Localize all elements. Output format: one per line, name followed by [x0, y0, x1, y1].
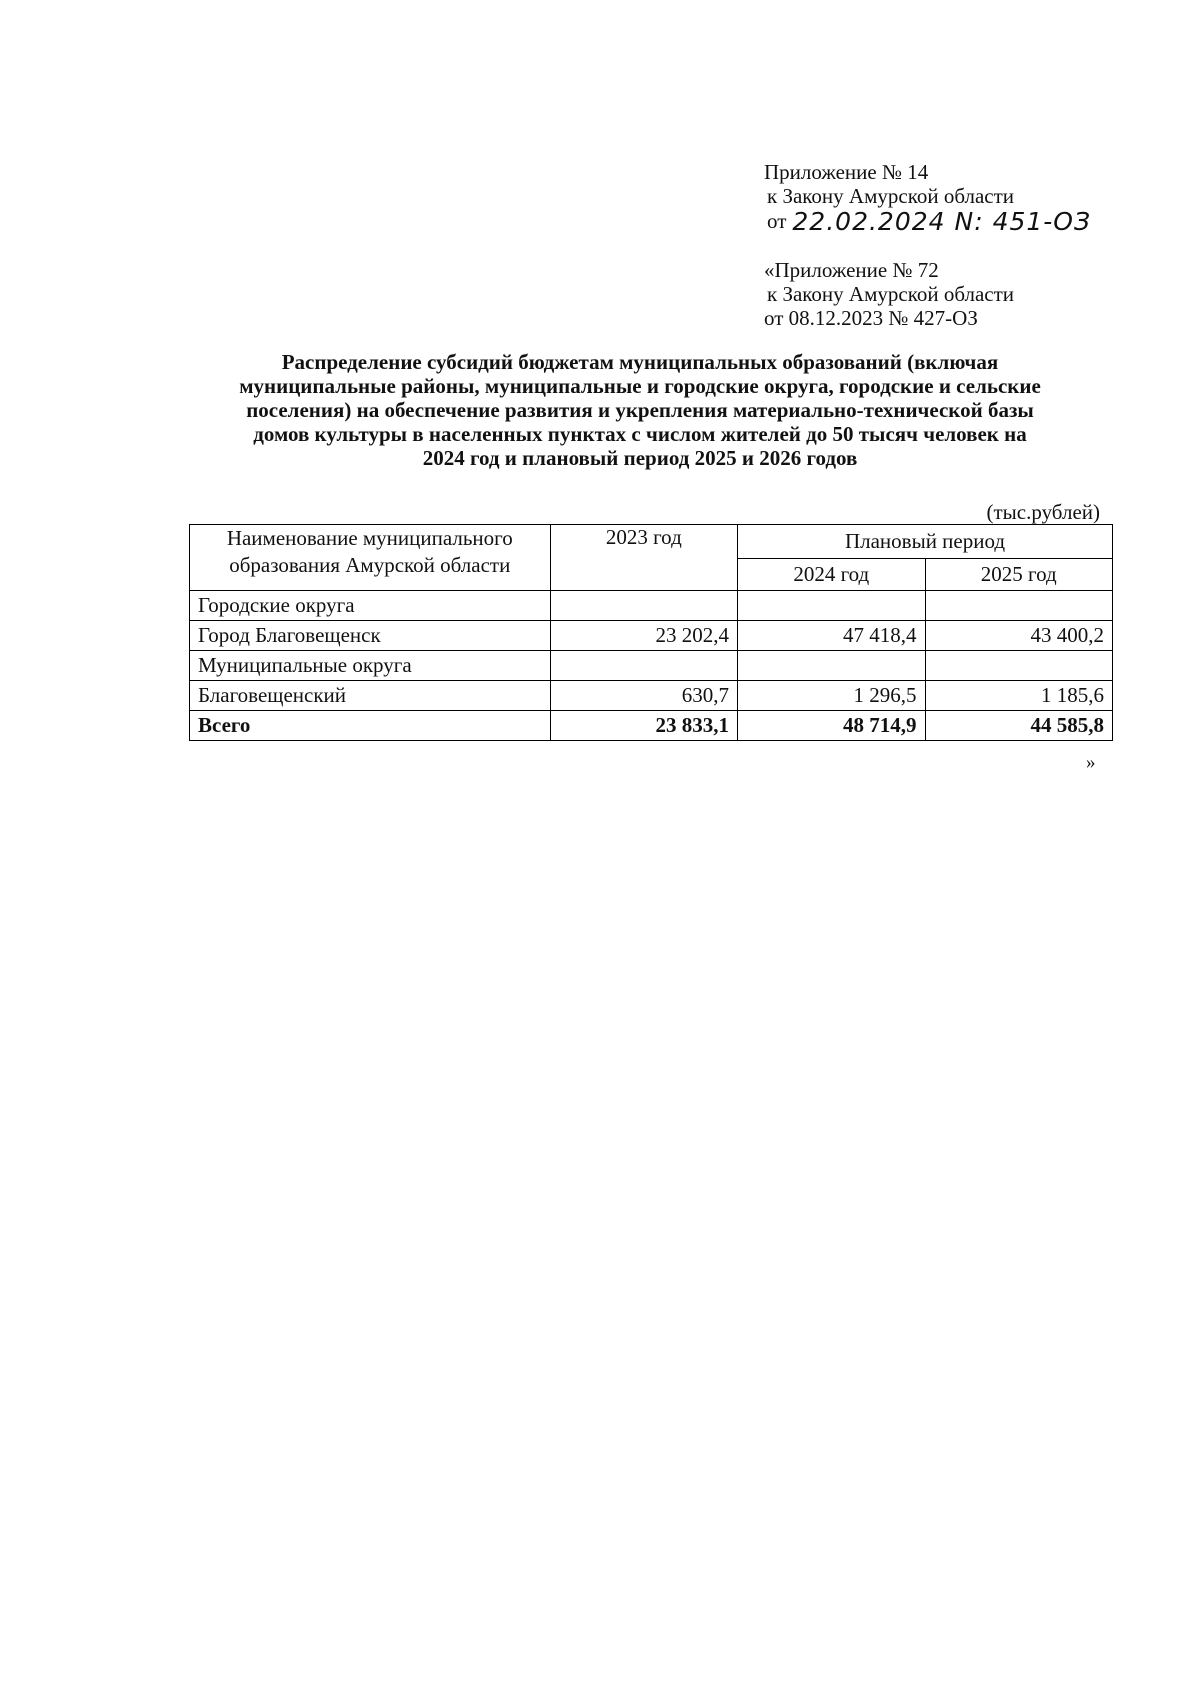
value-cell	[550, 651, 737, 681]
title-line: Распределение субсидий бюджетам муниципальных образований (включая	[281, 350, 999, 374]
appendix-date	[764, 207, 1092, 236]
header-name	[190, 525, 551, 591]
header-planned-period: Плановый период	[738, 525, 1113, 559]
value-cell	[925, 651, 1112, 681]
total-value: 23 833,1	[550, 711, 737, 741]
header-year-2023: 2023 год	[550, 525, 737, 591]
municipality-name: Благовещенский	[190, 681, 551, 711]
value-cell: 1 185,6	[925, 681, 1112, 711]
table-row	[190, 591, 1113, 621]
appendix-law: к Закону Амурской области	[767, 184, 1015, 208]
total-row	[190, 711, 1113, 741]
municipality-name: Город Благовещенск	[190, 621, 551, 651]
document-title	[175, 350, 1105, 470]
value-cell	[738, 591, 925, 621]
subsidy-table	[189, 524, 1113, 741]
section-name: Муниципальные округа	[190, 651, 551, 681]
prev-appendix-number: «Приложение № 72	[764, 258, 939, 282]
appendix-date-prefix: от	[767, 209, 787, 233]
appendix-block	[764, 160, 1092, 236]
value-cell: 43 400,2	[925, 621, 1112, 651]
prev-appendix-law: к Закону Амурской области	[767, 282, 1015, 306]
closing-quote: »	[1086, 752, 1096, 773]
title-line: муниципальные районы, муниципальные и городские округа, городские и сельские	[239, 374, 1041, 398]
table-row	[190, 651, 1113, 681]
previous-appendix-block	[764, 258, 1014, 330]
title-line: поселения) на обеспечение развития и укрепления материально-технической базы	[246, 398, 1034, 422]
table-row	[190, 621, 1113, 651]
value-cell	[550, 591, 737, 621]
table-header-row	[190, 525, 1113, 559]
title-line: домов культуры в населенных пунктах с числом жителей до 50 тысяч человек на	[253, 422, 1027, 446]
value-cell: 47 418,4	[738, 621, 925, 651]
value-cell	[738, 651, 925, 681]
section-name: Городские округа	[190, 591, 551, 621]
value-cell: 23 202,4	[550, 621, 737, 651]
header-name-line: образования Амурской области	[229, 553, 511, 577]
prev-appendix-date: от 08.12.2023 № 427-ОЗ	[764, 306, 978, 330]
handwritten-date: 22.02.2024 N: 451-ОЗ	[792, 207, 1092, 236]
total-value: 44 585,8	[925, 711, 1112, 741]
appendix-number: Приложение № 14	[764, 160, 929, 184]
header-year-2025: 2025 год	[925, 559, 1112, 591]
header-name-line: Наименование муниципального	[226, 526, 513, 550]
value-cell	[925, 591, 1112, 621]
units-label: (тыс.рублей)	[986, 500, 1100, 524]
value-cell: 1 296,5	[738, 681, 925, 711]
total-label: Всего	[190, 711, 551, 741]
title-line: 2024 год и плановый период 2025 и 2026 годов	[422, 446, 858, 470]
total-value: 48 714,9	[738, 711, 925, 741]
header-year-2024: 2024 год	[738, 559, 925, 591]
value-cell: 630,7	[550, 681, 737, 711]
table-row	[190, 681, 1113, 711]
